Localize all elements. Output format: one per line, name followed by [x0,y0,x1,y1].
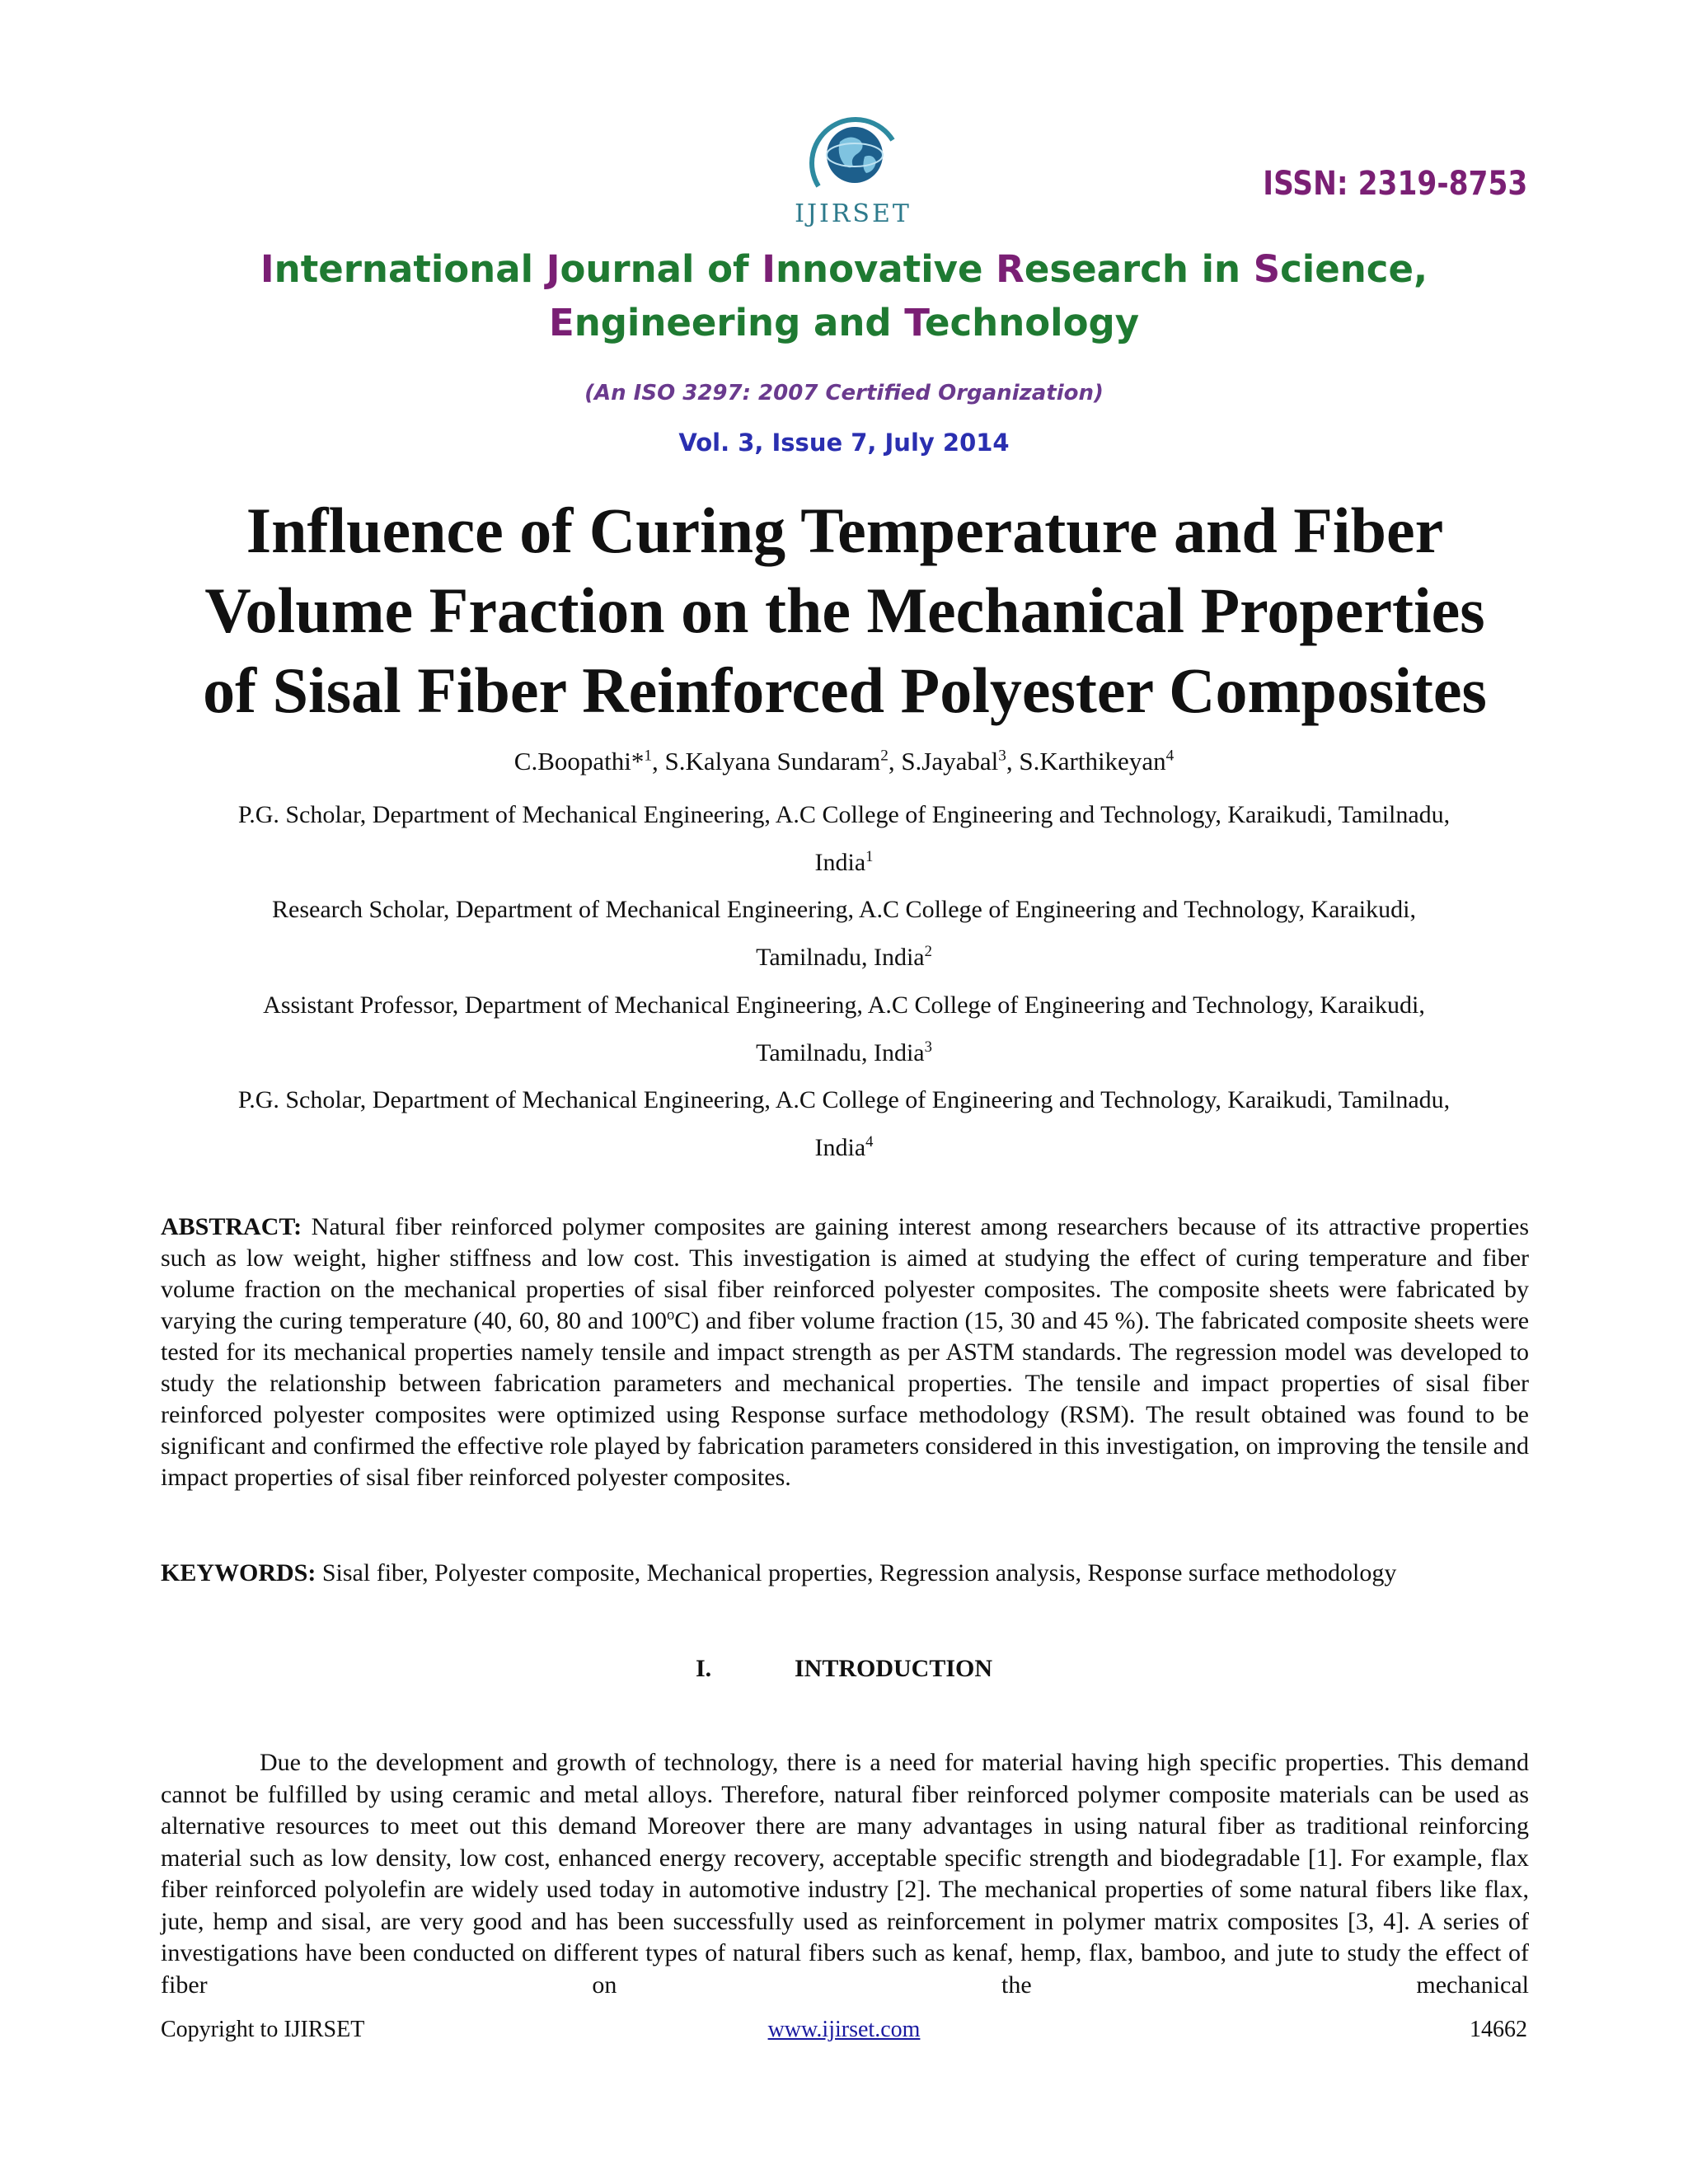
author-name: S.Kalyana Sundaram [664,747,881,776]
author-name: S.Jayabal [901,747,999,776]
journal-initial: T [904,301,925,344]
author-affiliation-mark: 4 [1165,747,1175,765]
journal-initial: R [996,247,1025,291]
page-number: 14662 [1470,2017,1527,2042]
affiliation-4: P.G. Scholar, Department of Mechanical Engineering, A.C College of Engineering and Technology, Karaikudi, Tamilnadu, [237,1086,1451,1113]
journal-word: echnology [924,301,1140,344]
volume-issue: Vol. 3, Issue 7, July 2014 [678,429,1010,457]
affiliation-4-country: India$^4$ [814,1133,874,1161]
affiliation-2: Research Scholar, Department of Mechanical Engineering, A.C College of Engineering and Technology, Karaikudi, [272,896,1416,923]
author-affiliation-mark: 2 [880,747,889,765]
affiliation-1-country: India$^1$ [814,848,874,876]
section-heading [0,1655,1688,1683]
journal-word: ournal of [560,247,762,291]
author-name: C.Boopathi* [513,747,645,776]
affiliation-2-country: Tamilnadu, India$^2$ [756,943,932,971]
title-line: Influence of Curing Temperature and Fiber [246,494,1444,566]
journal-word: nnovative [776,247,996,291]
journal-initial: S [1253,247,1281,291]
abstract-label: ABSTRACT: [161,1213,302,1240]
journal-initial: J [546,247,560,291]
paper-title [124,490,1566,730]
certification-note: (An ISO 3297: 2007 Certified Organization) [584,381,1104,405]
journal-name-line-1 [0,247,1688,291]
affiliation-1: P.G. Scholar, Department of Mechanical Engineering, A.C College of Engineering and Technology, Karaikudi, Tamilnadu, [237,801,1451,828]
logo-wordmark: IJIRSET [795,199,912,228]
author-affiliation-mark: 3 [998,747,1006,765]
website-link[interactable]: www.ijirset.com [767,2017,921,2042]
journal-name-line-2 [0,301,1688,344]
abstract: ABSTRACT: Natural fiber reinforced polymer composites are gaining interest among researchers because of its attractive properties such as low weight, higher stiffness and low cost. This investigation is aimed at studying the effect of curing temperature and fiber volume fraction on the mechanical properties of sisal fiber reinforced polyester composites. The composite sheets were fabricated by varying the curing temperature (40, 60, 80 and 100$^o$C) and fiber volume fraction (15, 30 and 45 %). The fabricated composite sheets were tested for its mechanical properties namely tensile and impact strength as per ASTM standards. The regression model was developed to study the relationship between fabrication parameters and mechanical properties. The tensile and impact properties of sisal fiber reinforced polyester composites were optimized using Response surface methodology (RSM). The result obtained was found to be significant and confirmed the effective role played by fabrication parameters considered in this investigation, on improving the tensile and impact properties of sisal fiber reinforced polyester composites. [161,1213,1530,1491]
journal-initial: E [548,301,574,344]
affiliation-3-country: Tamilnadu, India$^3$ [756,1038,932,1066]
keywords-label: KEYWORDS: [161,1559,316,1586]
journal-word: ngineering and [574,301,905,344]
affiliation-3: Assistant Professor, Department of Mechanical Engineering, A.C College of Engineering and Technology, Karaikudi, [263,991,1425,1019]
journal-initial: I [762,247,776,291]
introduction-paragraph: Due to the development and growth of technology, there is a need for material having high specific properties. This demand cannot be fulfilled by using ceramic and metal alloys. Therefore, natural fiber reinforced polymer composite materials can be used as alternative resources to meet out this demand Moreover there are many advantages in using natural fiber as traditional reinforcing material such as low density, low cost, enhanced energy recovery, acceptable specific strength and biodegradable [1]. For example, flax fiber reinforced polyolefin are widely used today in automotive industry [2]. The mechanical properties of some natural fibers like flax, jute, hemp and sisal, are very good and has been successfully used as reinforcement in polymer matrix composites [3, 4]. A series of investigations have been conducted on different types of natural fibers such as kenaf, hemp, flax, bamboo, and jute to study the effect of fiber on the mechanical [161,1749,1529,1999]
journal-word: esearch in [1024,247,1254,291]
keywords: KEYWORDS: Sisal fiber, Polyester composite, Mechanical properties, Regression analysis, Response surface methodology [161,1559,1397,1586]
author-name: S.Karthikeyan [1019,747,1166,776]
author-affiliation-mark: 1 [644,747,652,765]
journal-logo [779,107,927,235]
section-number: I. [695,1655,712,1682]
section-title: INTRODUCTION [794,1655,993,1682]
author-list: C.Boopathi*$^1$, S.Kalyana Sundaram$^2$, S.Jayabal$^3$, S.Karthikeyan$^4$ [513,747,1175,776]
globe-icon [779,107,927,202]
footer-copyright: Copyright to IJIRSET [161,2017,365,2042]
title-line: of Sisal Fiber Reinforced Polyester Composites [203,654,1487,726]
issn-number: ISSN: 2319-8753 [1262,165,1527,203]
journal-initial: I [260,247,274,291]
title-line: Volume Fraction on the Mechanical Properties [204,574,1485,646]
journal-word: cience, [1280,247,1428,291]
journal-word: nternational [274,247,546,291]
footer-website [0,2017,1688,2043]
